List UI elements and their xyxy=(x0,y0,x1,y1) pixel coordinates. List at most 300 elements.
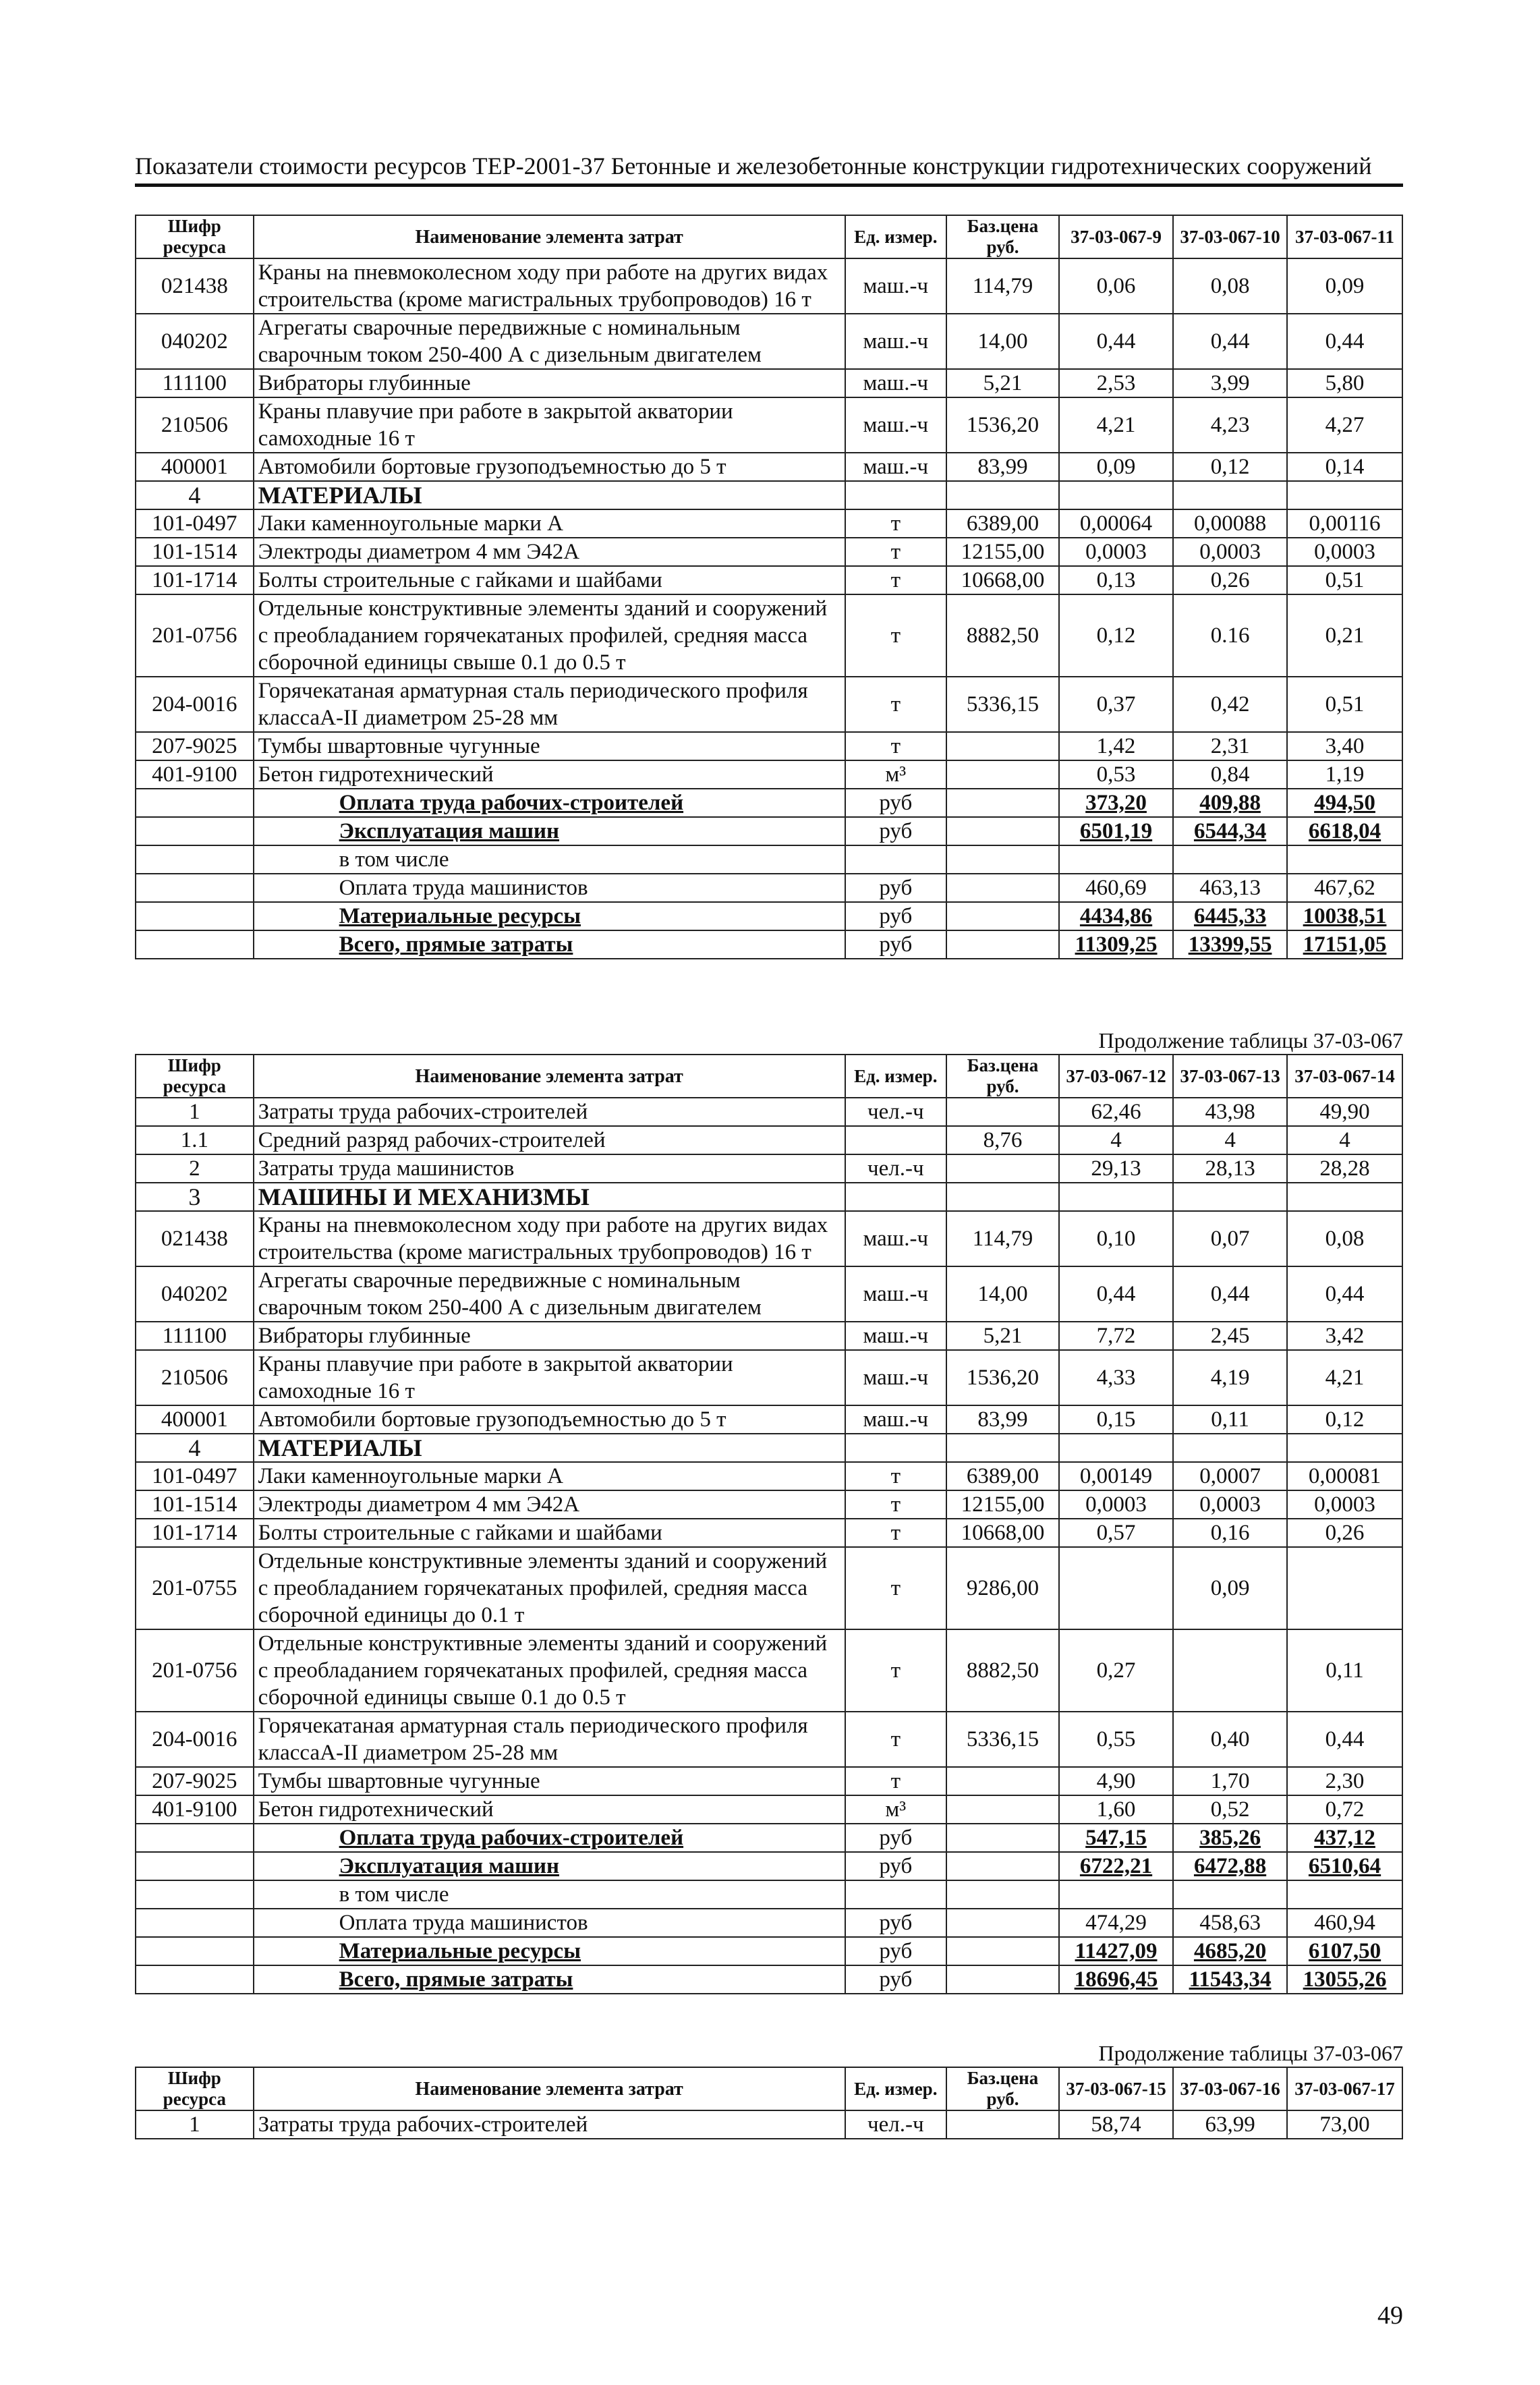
table-row xyxy=(136,1098,1402,1126)
table-row xyxy=(136,1462,1402,1490)
value-col-2: 4685,20 xyxy=(1173,1937,1287,1965)
value-col-1: 6722,21 xyxy=(1059,1852,1173,1880)
value-col-2 xyxy=(1173,845,1287,874)
value-col-1: 2,53 xyxy=(1059,369,1173,397)
cost-element-name: Автомобили бортовые грузоподъемностью до 5 т xyxy=(254,1405,845,1434)
cost-element-name: Отдельные конструктивные элементы зданий и сооружений с преобладанием горячекатаных профилей, средняя масса сборочной единицы свыше 0.1 до 0.5 т xyxy=(254,1629,845,1712)
value-col-3: 0,51 xyxy=(1287,566,1402,594)
unit-of-measure: маш.-ч xyxy=(845,314,946,369)
table-row xyxy=(136,594,1402,677)
table-row xyxy=(136,453,1402,481)
unit-of-measure xyxy=(845,845,946,874)
value-col-1: 1,42 xyxy=(1059,732,1173,760)
unit-of-measure: т xyxy=(845,1519,946,1547)
resource-code: 040202 xyxy=(136,314,254,369)
cost-element-name: Всего, прямые затраты xyxy=(254,1965,845,1994)
table-row xyxy=(136,258,1402,314)
value-col-2 xyxy=(1173,481,1287,509)
unit-of-measure: руб xyxy=(845,1824,946,1852)
header-unit: Ед. измер. xyxy=(845,2067,946,2110)
cost-element-name: Электроды диаметром 4 мм Э42А xyxy=(254,538,845,566)
resource-code: 040202 xyxy=(136,1266,254,1322)
resource-code xyxy=(136,1909,254,1937)
cost-element-name: Бетон гидротехнический xyxy=(254,1795,845,1824)
cost-element-name: Краны плавучие при работе в закрытой акватории самоходные 16 т xyxy=(254,397,845,453)
unit-of-measure: руб xyxy=(845,1937,946,1965)
resource-code: 101-0497 xyxy=(136,509,254,538)
base-price xyxy=(946,1434,1059,1462)
base-price: 1536,20 xyxy=(946,397,1059,453)
resource-code: 3 xyxy=(136,1183,254,1211)
value-col-1 xyxy=(1059,481,1173,509)
value-col-1: 0,27 xyxy=(1059,1629,1173,1712)
unit-of-measure: маш.-ч xyxy=(845,258,946,314)
value-col-2 xyxy=(1173,1629,1287,1712)
value-col-3: 6618,04 xyxy=(1287,817,1402,845)
value-col-1: 0,10 xyxy=(1059,1211,1173,1266)
value-col-2: 0,44 xyxy=(1173,314,1287,369)
cost-element-name: Вибраторы глубинные xyxy=(254,1322,845,1350)
header-code: Шифр ресурса xyxy=(136,1055,254,1098)
unit-of-measure: маш.-ч xyxy=(845,453,946,481)
resource-code xyxy=(136,845,254,874)
base-price xyxy=(946,902,1059,930)
unit-of-measure xyxy=(845,1183,946,1211)
value-col-2: 0,12 xyxy=(1173,453,1287,481)
header-col-1: 37-03-067-12 xyxy=(1059,1055,1173,1098)
header-col-2: 37-03-067-16 xyxy=(1173,2067,1287,2110)
value-col-3: 494,50 xyxy=(1287,789,1402,817)
value-col-3: 1,19 xyxy=(1287,760,1402,789)
value-col-3: 3,40 xyxy=(1287,732,1402,760)
table-row xyxy=(136,1767,1402,1795)
value-col-1: 7,72 xyxy=(1059,1322,1173,1350)
value-col-3: 0,0003 xyxy=(1287,538,1402,566)
table-row xyxy=(136,1211,1402,1266)
value-col-2: 2,45 xyxy=(1173,1322,1287,1350)
resource-code: 4 xyxy=(136,481,254,509)
resource-code: 101-1714 xyxy=(136,566,254,594)
unit-of-measure: руб xyxy=(845,1909,946,1937)
value-col-3: 3,42 xyxy=(1287,1322,1402,1350)
resource-code: 101-0497 xyxy=(136,1462,254,1490)
cost-element-name: Материальные ресурсы xyxy=(254,902,845,930)
value-col-1: 0,37 xyxy=(1059,677,1173,732)
value-col-3: 0,12 xyxy=(1287,1405,1402,1434)
resource-code: 111100 xyxy=(136,369,254,397)
value-col-3: 73,00 xyxy=(1287,2110,1402,2139)
value-col-1: 4434,86 xyxy=(1059,902,1173,930)
base-price: 114,79 xyxy=(946,258,1059,314)
base-price xyxy=(946,732,1059,760)
value-col-3: 49,90 xyxy=(1287,1098,1402,1126)
base-price xyxy=(946,1880,1059,1909)
value-col-1: 18696,45 xyxy=(1059,1965,1173,1994)
value-col-1: 0,57 xyxy=(1059,1519,1173,1547)
unit-of-measure: т xyxy=(845,594,946,677)
value-col-3: 0,00116 xyxy=(1287,509,1402,538)
cost-element-name: Тумбы швартовные чугунные xyxy=(254,1767,845,1795)
value-col-2: 0,09 xyxy=(1173,1547,1287,1629)
resource-code: 204-0016 xyxy=(136,677,254,732)
unit-of-measure: маш.-ч xyxy=(845,1350,946,1405)
unit-of-measure: руб xyxy=(845,789,946,817)
value-col-2: 6472,88 xyxy=(1173,1852,1287,1880)
value-col-3 xyxy=(1287,1880,1402,1909)
base-price: 1536,20 xyxy=(946,1350,1059,1405)
cost-element-name: Эксплуатация машин xyxy=(254,817,845,845)
value-col-2: 0,00088 xyxy=(1173,509,1287,538)
cost-element-name: Затраты труда машинистов xyxy=(254,1154,845,1183)
unit-of-measure: маш.-ч xyxy=(845,1266,946,1322)
value-col-3 xyxy=(1287,1547,1402,1629)
table-row xyxy=(136,1880,1402,1909)
cost-element-name: Болты строительные с гайками и шайбами xyxy=(254,1519,845,1547)
value-col-3: 17151,05 xyxy=(1287,930,1402,959)
base-price xyxy=(946,1154,1059,1183)
value-col-2: 0,44 xyxy=(1173,1266,1287,1322)
cost-element-name: МАТЕРИАЛЫ xyxy=(254,481,845,509)
cost-element-name: Средний разряд рабочих-строителей xyxy=(254,1126,845,1154)
base-price: 114,79 xyxy=(946,1211,1059,1266)
table-header-row xyxy=(136,2067,1402,2110)
base-price: 5336,15 xyxy=(946,677,1059,732)
base-price xyxy=(946,760,1059,789)
unit-of-measure xyxy=(845,1434,946,1462)
unit-of-measure: маш.-ч xyxy=(845,397,946,453)
value-col-2: 1,70 xyxy=(1173,1767,1287,1795)
value-col-2: 0,26 xyxy=(1173,566,1287,594)
value-col-3: 4,21 xyxy=(1287,1350,1402,1405)
section-row xyxy=(136,481,1402,509)
table-row xyxy=(136,1712,1402,1767)
unit-of-measure xyxy=(845,1880,946,1909)
value-col-2 xyxy=(1173,1880,1287,1909)
value-col-2: 2,31 xyxy=(1173,732,1287,760)
cost-table xyxy=(135,2067,1403,2139)
value-col-3: 0,09 xyxy=(1287,258,1402,314)
value-col-1 xyxy=(1059,1880,1173,1909)
resource-code: 204-0016 xyxy=(136,1712,254,1767)
value-col-2: 0,08 xyxy=(1173,258,1287,314)
cost-element-name: Отдельные конструктивные элементы зданий и сооружений с преобладанием горячекатаных профилей, средняя масса сборочной единицы свыше 0.1 до 0.5 т xyxy=(254,594,845,677)
resource-code: 101-1714 xyxy=(136,1519,254,1547)
unit-of-measure: руб xyxy=(845,1852,946,1880)
value-col-3: 0,11 xyxy=(1287,1629,1402,1712)
value-col-2: 3,99 xyxy=(1173,369,1287,397)
table-row xyxy=(136,845,1402,874)
base-price xyxy=(946,1098,1059,1126)
base-price: 83,99 xyxy=(946,1405,1059,1434)
table-row xyxy=(136,1909,1402,1937)
resource-code: 201-0756 xyxy=(136,594,254,677)
summary-row xyxy=(136,789,1402,817)
table-row xyxy=(136,1154,1402,1183)
value-col-3: 0,44 xyxy=(1287,314,1402,369)
base-price: 10668,00 xyxy=(946,566,1059,594)
unit-of-measure: руб xyxy=(845,874,946,902)
unit-of-measure: чел.-ч xyxy=(845,2110,946,2139)
header-unit: Ед. измер. xyxy=(845,215,946,258)
value-col-1: 0,55 xyxy=(1059,1712,1173,1767)
unit-of-measure: руб xyxy=(845,902,946,930)
base-price xyxy=(946,845,1059,874)
value-col-3: 4,27 xyxy=(1287,397,1402,453)
header-name: Наименование элемента затрат xyxy=(254,1055,845,1098)
cost-element-name: Затраты труда рабочих-строителей xyxy=(254,2110,845,2139)
page-number: 49 xyxy=(1377,2301,1403,2330)
table-row xyxy=(136,369,1402,397)
base-price: 5,21 xyxy=(946,369,1059,397)
table-row xyxy=(136,732,1402,760)
value-col-3: 0,51 xyxy=(1287,677,1402,732)
cost-element-name: Всего, прямые затраты xyxy=(254,930,845,959)
value-col-1: 6501,19 xyxy=(1059,817,1173,845)
value-col-3: 0,00081 xyxy=(1287,1462,1402,1490)
value-col-3: 0,44 xyxy=(1287,1712,1402,1767)
value-col-1: 58,74 xyxy=(1059,2110,1173,2139)
resource-code: 401-9100 xyxy=(136,760,254,789)
value-col-2: 0.16 xyxy=(1173,594,1287,677)
resource-code xyxy=(136,1824,254,1852)
header-unit: Ед. измер. xyxy=(845,1055,946,1098)
resource-code xyxy=(136,1852,254,1880)
cost-element-name: Материальные ресурсы xyxy=(254,1937,845,1965)
value-col-3: 0,0003 xyxy=(1287,1490,1402,1519)
table-header-row xyxy=(136,1055,1402,1098)
unit-of-measure: руб xyxy=(845,930,946,959)
unit-of-measure: т xyxy=(845,566,946,594)
value-col-2: 409,88 xyxy=(1173,789,1287,817)
value-col-2 xyxy=(1173,1183,1287,1211)
table-row xyxy=(136,1322,1402,1350)
header-code: Шифр ресурса xyxy=(136,215,254,258)
value-col-2: 6544,34 xyxy=(1173,817,1287,845)
base-price: 12155,00 xyxy=(946,1490,1059,1519)
value-col-3: 13055,26 xyxy=(1287,1965,1402,1994)
value-col-2: 0,40 xyxy=(1173,1712,1287,1767)
unit-of-measure: т xyxy=(845,677,946,732)
cost-element-name: Горячекатаная арматурная сталь периодического профиля классаА-II диаметром 25-28 мм xyxy=(254,677,845,732)
base-price: 14,00 xyxy=(946,1266,1059,1322)
value-col-1: 4,90 xyxy=(1059,1767,1173,1795)
base-price xyxy=(946,1767,1059,1795)
value-col-3: 0,44 xyxy=(1287,1266,1402,1322)
header-col-3: 37-03-067-11 xyxy=(1287,215,1402,258)
resource-code: 021438 xyxy=(136,1211,254,1266)
value-col-2: 458,63 xyxy=(1173,1909,1287,1937)
cost-element-name: Агрегаты сварочные передвижные с номинальным сварочным током 250-400 А с дизельным двигателем xyxy=(254,1266,845,1322)
value-col-1 xyxy=(1059,1434,1173,1462)
unit-of-measure: т xyxy=(845,1490,946,1519)
value-col-2: 4 xyxy=(1173,1126,1287,1154)
table-row xyxy=(136,1266,1402,1322)
unit-of-measure: м³ xyxy=(845,760,946,789)
header-col-2: 37-03-067-13 xyxy=(1173,1055,1287,1098)
unit-of-measure: маш.-ч xyxy=(845,369,946,397)
value-col-2: 63,99 xyxy=(1173,2110,1287,2139)
value-col-1: 0,15 xyxy=(1059,1405,1173,1434)
value-col-1: 0,00064 xyxy=(1059,509,1173,538)
value-col-2 xyxy=(1173,1434,1287,1462)
value-col-3: 0,14 xyxy=(1287,453,1402,481)
cost-element-name: Вибраторы глубинные xyxy=(254,369,845,397)
cost-element-name: Автомобили бортовые грузоподъемностью до 5 т xyxy=(254,453,845,481)
unit-of-measure: маш.-ч xyxy=(845,1211,946,1266)
resource-code: 1.1 xyxy=(136,1126,254,1154)
cost-element-name: Лаки каменноугольные марки А xyxy=(254,1462,845,1490)
header-col-1: 37-03-067-15 xyxy=(1059,2067,1173,2110)
cost-element-name: Оплата труда рабочих-строителей xyxy=(254,1824,845,1852)
table-row xyxy=(136,1795,1402,1824)
base-price: 5,21 xyxy=(946,1322,1059,1350)
value-col-2: 4,23 xyxy=(1173,397,1287,453)
value-col-1: 0,0003 xyxy=(1059,538,1173,566)
unit-of-measure: чел.-ч xyxy=(845,1154,946,1183)
value-col-3: 0,26 xyxy=(1287,1519,1402,1547)
value-col-1: 0,13 xyxy=(1059,566,1173,594)
base-price xyxy=(946,2110,1059,2139)
cost-element-name: Оплата труда машинистов xyxy=(254,874,845,902)
section-row xyxy=(136,1434,1402,1462)
resource-code: 111100 xyxy=(136,1322,254,1350)
cost-element-name: Болты строительные с гайками и шайбами xyxy=(254,566,845,594)
base-price xyxy=(946,1824,1059,1852)
resource-code: 021438 xyxy=(136,258,254,314)
value-col-1: 0,12 xyxy=(1059,594,1173,677)
table-row xyxy=(136,760,1402,789)
cost-element-name: Затраты труда рабочих-строителей xyxy=(254,1098,845,1126)
cost-element-name: Лаки каменноугольные марки А xyxy=(254,509,845,538)
unit-of-measure: т xyxy=(845,1712,946,1767)
cost-element-name: в том числе xyxy=(254,845,845,874)
unit-of-measure: т xyxy=(845,732,946,760)
header-rule xyxy=(135,184,1403,187)
value-col-3 xyxy=(1287,845,1402,874)
table-row xyxy=(136,1405,1402,1434)
value-col-2: 11543,34 xyxy=(1173,1965,1287,1994)
base-price xyxy=(946,1909,1059,1937)
value-col-1: 11309,25 xyxy=(1059,930,1173,959)
summary-row xyxy=(136,930,1402,959)
value-col-1: 0,0003 xyxy=(1059,1490,1173,1519)
table-row xyxy=(136,1519,1402,1547)
value-col-2: 0,0007 xyxy=(1173,1462,1287,1490)
table-row xyxy=(136,1126,1402,1154)
value-col-2: 0,42 xyxy=(1173,677,1287,732)
base-price: 9286,00 xyxy=(946,1547,1059,1629)
cost-element-name: Эксплуатация машин xyxy=(254,1852,845,1880)
unit-of-measure: руб xyxy=(845,1965,946,1994)
base-price: 14,00 xyxy=(946,314,1059,369)
value-col-1: 29,13 xyxy=(1059,1154,1173,1183)
header-price: Баз.цена руб. xyxy=(946,215,1059,258)
value-col-1: 547,15 xyxy=(1059,1824,1173,1852)
table-row xyxy=(136,2110,1402,2139)
header-price: Баз.цена руб. xyxy=(946,2067,1059,2110)
resource-code xyxy=(136,1965,254,1994)
value-col-1 xyxy=(1059,1547,1173,1629)
base-price: 8882,50 xyxy=(946,594,1059,677)
value-col-1 xyxy=(1059,1183,1173,1211)
header-price: Баз.цена руб. xyxy=(946,1055,1059,1098)
value-col-3: 2,30 xyxy=(1287,1767,1402,1795)
value-col-1: 4 xyxy=(1059,1126,1173,1154)
value-col-3: 6107,50 xyxy=(1287,1937,1402,1965)
header-col-1: 37-03-067-9 xyxy=(1059,215,1173,258)
value-col-2: 13399,55 xyxy=(1173,930,1287,959)
resource-code xyxy=(136,817,254,845)
table-row xyxy=(136,874,1402,902)
unit-of-measure: т xyxy=(845,538,946,566)
table-row xyxy=(136,1350,1402,1405)
resource-code xyxy=(136,874,254,902)
resource-code: 210506 xyxy=(136,397,254,453)
resource-code: 401-9100 xyxy=(136,1795,254,1824)
cost-element-name: Агрегаты сварочные передвижные с номинальным сварочным током 250-400 А с дизельным двигателем xyxy=(254,314,845,369)
table-row xyxy=(136,566,1402,594)
resource-code: 101-1514 xyxy=(136,538,254,566)
continuation-note: Продолжение таблицы 37-03-067 xyxy=(1098,2041,1403,2065)
cost-element-name: Тумбы швартовные чугунные xyxy=(254,732,845,760)
base-price xyxy=(946,1965,1059,1994)
header-code: Шифр ресурса xyxy=(136,2067,254,2110)
unit-of-measure: маш.-ч xyxy=(845,1405,946,1434)
value-col-3: 467,62 xyxy=(1287,874,1402,902)
summary-row xyxy=(136,1965,1402,1994)
unit-of-measure: маш.-ч xyxy=(845,1322,946,1350)
base-price: 10668,00 xyxy=(946,1519,1059,1547)
cost-element-name: Оплата труда рабочих-строителей xyxy=(254,789,845,817)
resource-code: 2 xyxy=(136,1154,254,1183)
base-price: 12155,00 xyxy=(946,538,1059,566)
value-col-1: 4,21 xyxy=(1059,397,1173,453)
header-col-2: 37-03-067-10 xyxy=(1173,215,1287,258)
base-price: 6389,00 xyxy=(946,1462,1059,1490)
unit-of-measure: т xyxy=(845,1629,946,1712)
base-price xyxy=(946,930,1059,959)
value-col-1: 0,09 xyxy=(1059,453,1173,481)
value-col-2: 0,0003 xyxy=(1173,1490,1287,1519)
cost-element-name: Оплата труда машинистов xyxy=(254,1909,845,1937)
unit-of-measure xyxy=(845,481,946,509)
unit-of-measure: т xyxy=(845,1767,946,1795)
resource-code xyxy=(136,1937,254,1965)
table-row xyxy=(136,677,1402,732)
value-col-1: 1,60 xyxy=(1059,1795,1173,1824)
summary-row xyxy=(136,817,1402,845)
cost-element-name: Краны на пневмоколесном ходу при работе на других видах строительства (кроме магистральных трубопроводов) 16 т xyxy=(254,1211,845,1266)
page-header: Показатели стоимости ресурсов ТЕР-2001-37 Бетонные и железобетонные конструкции гидротехнических сооружений xyxy=(135,152,1372,179)
header-name: Наименование элемента затрат xyxy=(254,215,845,258)
resource-code xyxy=(136,1880,254,1909)
resource-code: 400001 xyxy=(136,453,254,481)
base-price xyxy=(946,874,1059,902)
table-row xyxy=(136,1547,1402,1629)
value-col-2: 0,07 xyxy=(1173,1211,1287,1266)
value-col-1: 11427,09 xyxy=(1059,1937,1173,1965)
value-col-3: 0,08 xyxy=(1287,1211,1402,1266)
unit-of-measure: т xyxy=(845,509,946,538)
value-col-3: 4 xyxy=(1287,1126,1402,1154)
header-col-3: 37-03-067-17 xyxy=(1287,2067,1402,2110)
value-col-2: 385,26 xyxy=(1173,1824,1287,1852)
value-col-1: 0,44 xyxy=(1059,314,1173,369)
unit-of-measure: чел.-ч xyxy=(845,1098,946,1126)
continuation-note: Продолжение таблицы 37-03-067 xyxy=(1098,1028,1403,1053)
value-col-1 xyxy=(1059,845,1173,874)
cost-element-name: МАШИНЫ И МЕХАНИЗМЫ xyxy=(254,1183,845,1211)
